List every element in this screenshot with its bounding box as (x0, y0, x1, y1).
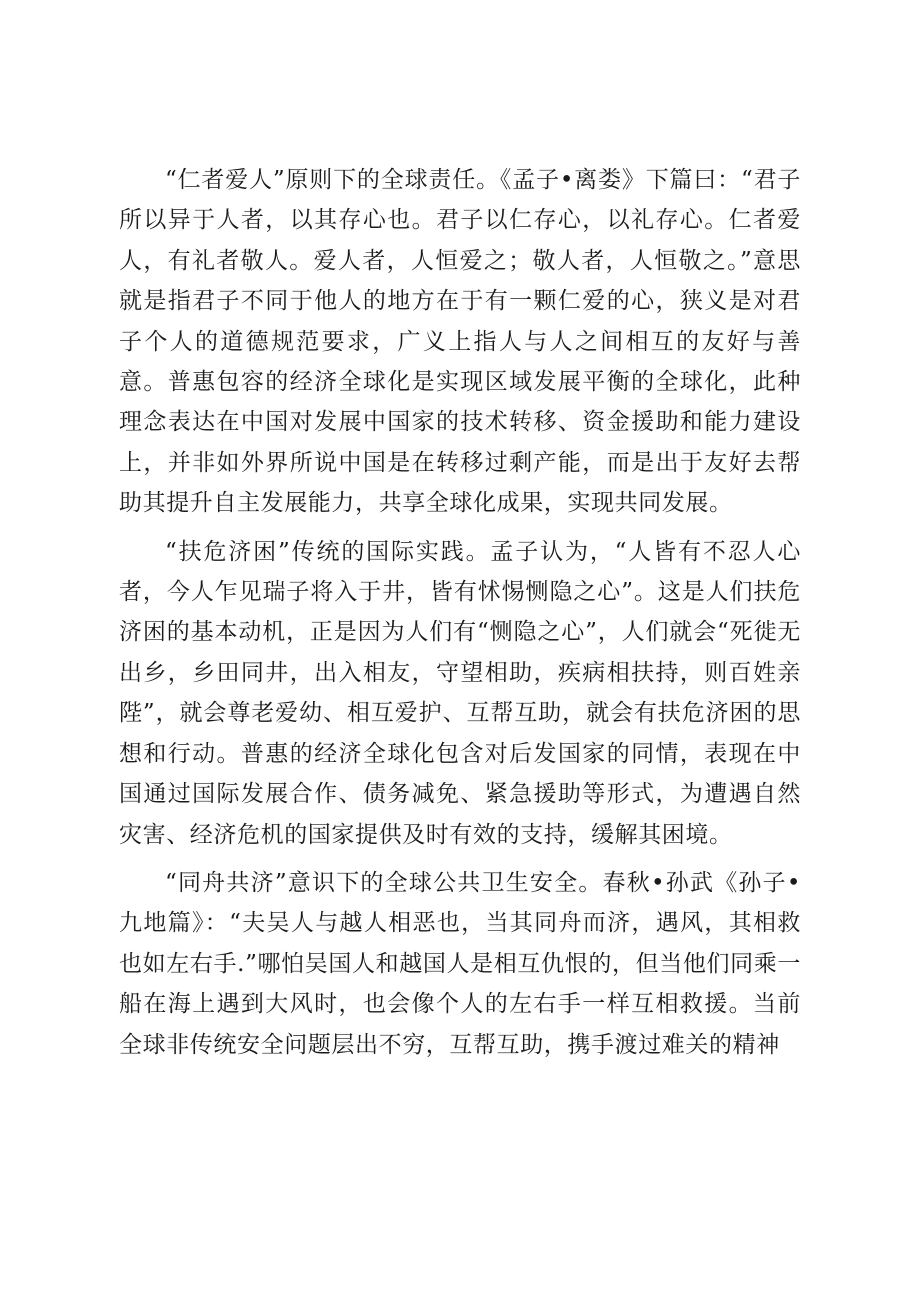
document-body (119, 160, 801, 1073)
paragraph-helping-the-needy: “扶危济困”传统的国际实践。孟子认为，“人皆有不忍人心者，今人乍见瑞子将入于井，皆有怵惕恻隐之心”。这是人们扶危济困的基本动机，正是因为人们有“恻隐之心”，人们就会“死徙无出乡，乡田同井，出入相友，守望相助，疾病相扶持，则百姓亲陛”，就会尊老爱幼、相互爱护、互帮互助，就会有扶危济困的思想和行动。普惠的经济全球化包含对后发国家的同情，表现在中国通过国际发展合作、债务减免、紧急援助等形式，为遭遇自然灾害、经济危机的国家提供及时有效的支持，缓解其困境。 (119, 538, 801, 848)
paragraph-global-responsibility: “仁者爱人”原则下的全球责任。《孟子•离娄》下篇曰：“君子所以异于人者，以其存心也。君子以仁存心，以礼存心。仁者爱人，有礼者敬人。爱人者，人恒爱之；敬人者，人恒敬之。”意思就是指君子不同于他人的地方在于有一颗仁爱的心，狭义是对君子个人的道德规范要求，广义上指人与人之间相互的友好与善意。普惠包容的经济全球化是实现区域发展平衡的全球化，此种理念表达在中国对发展中国家的技术转移、资金援助和能力建设上，并非如外界所说中国是在转移过剩产能，而是出于友好去帮助其提升自主发展能力，共享全球化成果，实现共同发展。 (119, 167, 801, 517)
paragraph-public-health-security: “同舟共济”意识下的全球公共卫生安全。春秋•孙武《孙子•九地篇》：“夫吴人与越人相恶也，当其同舟而济，遇风，其相救也如左右手.”哪怕吴国人和越国人是相互仇恨的，但当他们同乘一船在海上遇到大风时，也会像个人的左右手一样互相救援。当前全球非传统安全问题层出不穷，互帮互助，携手渡过难关的精神 (119, 869, 801, 1058)
